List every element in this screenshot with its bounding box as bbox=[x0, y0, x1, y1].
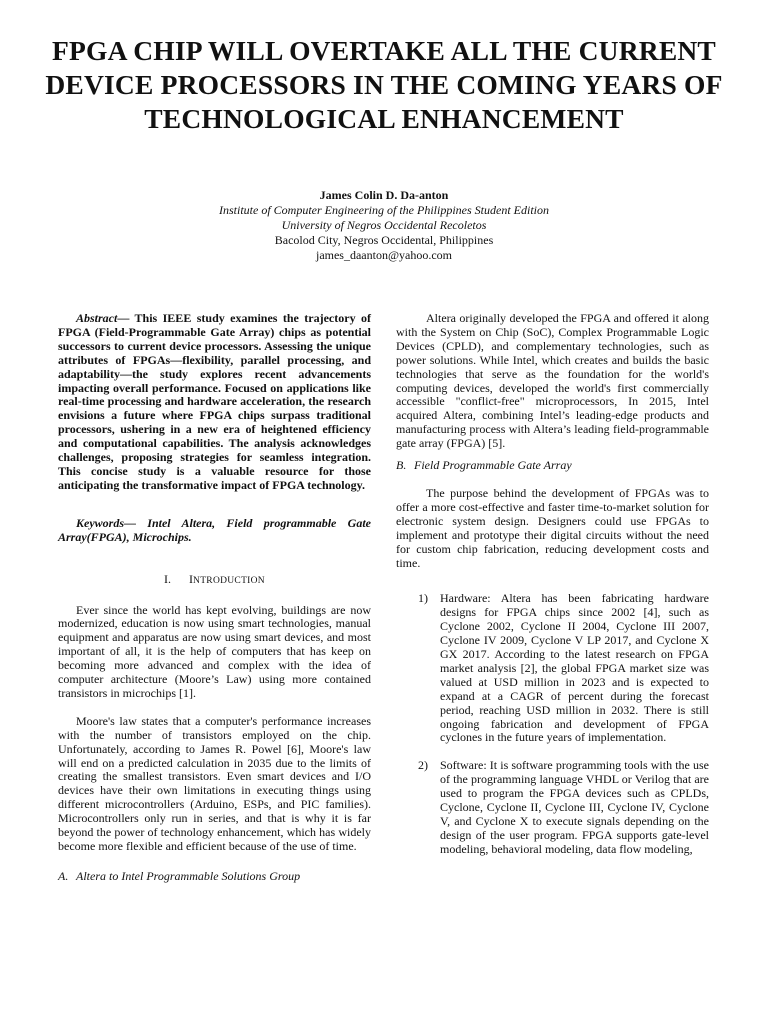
abstract-text: This IEEE study examines the trajectory of FPGA (Field-Programmable Gate Array) chips as potential successors to current device processors. Assessing the unique attributes of FPGAs—flexibility, parallel processing, and adaptability—the study explores recent advancements impacting overall performance. Focused on applications like real-time processing and hardware acceleration, the research envisions a future where FPGA chips surpass traditional processors, ushering in a new era of heightened efficiency and computational capabilities. The analysis acknowledges challenges, proposing strategies for seamless integration. This concise study is a valuable resource for those anticipating the transformative impact of FPGA technology. bbox=[58, 311, 371, 492]
subsection-heading-a bbox=[58, 870, 371, 884]
section-number: I. bbox=[164, 571, 172, 586]
section-heading-introduction bbox=[58, 573, 371, 589]
right-column bbox=[396, 312, 709, 857]
list-item bbox=[396, 759, 709, 856]
keywords-label: Keywords bbox=[76, 515, 124, 530]
author-email: james_daanton@yahoo.com bbox=[315, 248, 452, 262]
subsection-letter: A. bbox=[58, 868, 69, 883]
intro-paragraph-1: Ever since the world has kept evolving, buildings are now modernized, education is now using smart technologies, manual equipment and apparatus are now using smart devices, and most important of all, it is the help of computers that has keep on becoming more advanced and complex with the idea of computer architecture (Moore’s Law) using more contained transistors in microchips [1]. bbox=[58, 602, 371, 700]
author-affiliation-university: University of Negros Occidental Recoletos bbox=[281, 218, 487, 232]
keywords-dash: — bbox=[124, 515, 148, 530]
left-column bbox=[58, 312, 371, 884]
paper-title: FPGA CHIP WILL OVERTAKE ALL THE CURRENT DEVICE PROCESSORS IN THE COMING YEARS OF TECHNOLOGICAL ENHANCEMENT bbox=[45, 35, 723, 134]
list-item-text: Software: It is software programming tools with the use of the programming language VHDL or Verilog that are used to program the FPGA devices such as CPLDs, Cyclone, Cyclone II, Cyclone III, Cyclone IV, Cyclone V, and Cyclone X to execute signals depending on the design of the user program. FPGA supports gate-level modeling, behavioral modeling, data flow modeling, bbox=[440, 758, 709, 856]
intro-paragraph-2: Moore's law states that a computer's performance increases with the number of transistors employed on the chip. Unfortunately, according to James R. Powel [6], Moore's law will end on a predicted calculation in 2035 due to the limits of creating the smallest transistors. Even smart devices and I/O devices have their own limitations in executing things using different microcontrollers (Arduino, ESPs, and PIC families). Microcontrollers only run in series, and that is why it is far beyond the power of technology enhancement, which has widely become more flexible and efficient because of the use of time. bbox=[58, 713, 371, 853]
author-location: Bacolod City, Negros Occidental, Philippines bbox=[274, 233, 494, 247]
keywords-text: Intel Altera, Field programmable Gate Array(FPGA), Microchips. bbox=[58, 515, 371, 544]
fpga-paragraph: The purpose behind the development of FPGAs was to offer a more cost-effective and faster time-to-market solution for electronic system design. Designers could use FPGAs to implement and prototype their digital circuits without the need for custom chip fabrication, reducing development costs and time. bbox=[396, 485, 709, 570]
author-block bbox=[100, 188, 668, 263]
section-title-rest: NTRODUCTION bbox=[193, 575, 265, 586]
list-item-number: 1) bbox=[418, 591, 428, 606]
abstract bbox=[58, 312, 371, 493]
subsection-letter: B. bbox=[396, 458, 407, 473]
list-item-number: 2) bbox=[418, 758, 428, 773]
subsection-title: Altera to Intel Programmable Solutions Group bbox=[76, 868, 301, 883]
abstract-dash: — bbox=[117, 311, 135, 325]
author-affiliation-institute: Institute of Computer Engineering of the Philippines Student Edition bbox=[219, 203, 549, 217]
subsection-heading-b bbox=[396, 459, 709, 473]
abstract-label: Abstract bbox=[76, 311, 118, 325]
author-name: James Colin D. Da-anton bbox=[319, 188, 449, 202]
altera-paragraph: Altera originally developed the FPGA and offered it along with the System on Chip (SoC), Complex Programmable Logic Devices (CPLD), and complementary technologies, such as power solutions. While Intel, which creates and builds the basic technologies that serve as the foundation for the world's computing devices, developed the world's first commercially accessible "conflict-free" microprocessors, In 2015, Intel acquired Altera, combining Intel’s leading-edge products and manufacturing process with Altera’s leading field-programmable gate array (FPGA) [5]. bbox=[396, 311, 709, 451]
list-item-text: Hardware: Altera has been fabricating hardware designs for FPGA chips since 2002 [4], such as Cyclone 2002, Cyclone II 2004, Cyclone III 2007, Cyclone IV 2009, Cyclone V LP 2017, and Cyclone X GX 2017. According to the latest research on FPGA market analysis [2], the global FPGA market size was valued at USD million in 2023 and is expected to expand at a CAGR of percent during the forecast period, reaching USD million in 2032. There is still ongoing fabrication and development of FPGA cyclones in the future years of implementation. bbox=[440, 591, 709, 745]
section-title-initial: I bbox=[189, 571, 194, 586]
keywords bbox=[58, 517, 371, 545]
list-item bbox=[396, 592, 709, 745]
subsection-title: Field Programmable Gate Array bbox=[414, 458, 572, 473]
